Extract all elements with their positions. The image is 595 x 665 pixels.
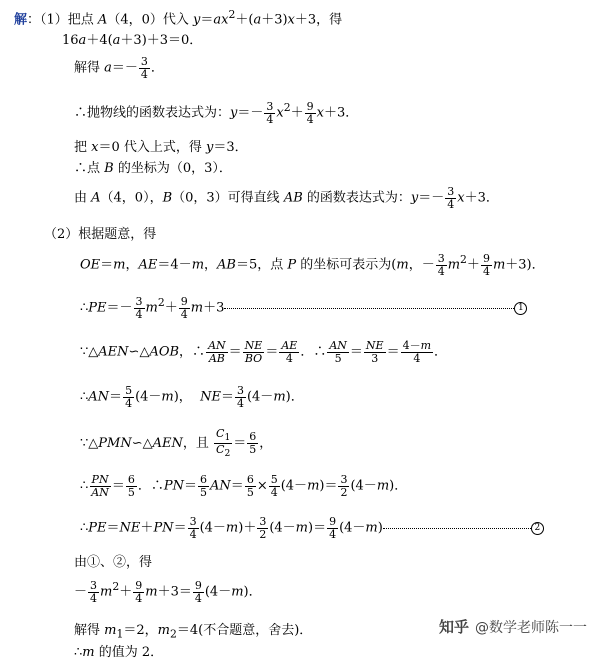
line-11: ∵△AEN∽△AOB，∴ $\frac{AN}{AB}$ ＝ $\frac{NE}{BO}$ ＝ $\frac{AE}{4}$ ．∴ $\frac{AN}{5}$ ＝ $\frac{NE}{3}$ ＝ $\frac{4-m}{4}$ ． bbox=[80, 339, 448, 365]
line-13: ∵△PMN∽△AEN，且 $\frac{C_1}{C_2}$ ＝ $\frac{6}{5}$ ， bbox=[80, 427, 273, 459]
line-1: 解：（1）把点 A（4，0）代入 $y=ax^2+(a+3)x+3$，得 bbox=[14, 8, 343, 28]
line-15: ∴PE＝NE＋PN＝ $\frac{3}{4}$ (4－m)＋ $\frac{3}{2}$ (4－m)＝ $\frac{9}{4}$ (4－m) 2 bbox=[80, 516, 544, 540]
line-8: （2）根据题意，得 bbox=[44, 227, 157, 242]
line-9: OE＝m，AE＝4－m，AB＝5，点 P 的坐标可表示为(m，－ $\frac{3}{4}$ $m^2+$ $\frac{9}{4}$ m＋3)． bbox=[80, 252, 545, 278]
line-14: ∴ $\frac{PN}{AN}$ ＝ $\frac{6}{5}$ ．∴PN＝ $\frac{6}{5}$ AN＝ $\frac{6}{5}$ × $\frac{5}{4}$ (4－m)＝ $\frac{3}{2}$ (4－m)． bbox=[80, 473, 408, 499]
line-16: 由①、②，得 bbox=[74, 555, 153, 570]
line-17: － $\frac{3}{4}$ $m^2+$ $\frac{9}{4}$ m＋3＝ $\frac{9}{4}$ (4－m)． bbox=[74, 579, 262, 605]
line-12: ∴AN＝ $\frac{5}{4}$ (4－m)， NE＝ $\frac{3}{4}$ (4－m)． bbox=[80, 384, 304, 410]
line-3: 解得 a＝－ $\frac{3}{4}$ ． bbox=[74, 55, 164, 81]
line-5: 把 x＝0 代入上式，得 y＝3． bbox=[74, 140, 248, 155]
line-4: ∴抛物线的函数表达式为：y＝－ $\frac{3}{4}$ $x^2+$ $\frac{9}{4}$ x＋3． bbox=[74, 100, 359, 126]
line-6: ∴点 B 的坐标为（0，3）． bbox=[74, 161, 232, 176]
line-2: 16a＋4(a＋3)＋3＝0． bbox=[62, 33, 203, 48]
line-10: ∴PE＝－ $\frac{3}{4}$ $m^2+$ $\frac{9}{4}$ m＋3 1 bbox=[80, 296, 527, 320]
line-19: ∴m 的值为 2． bbox=[74, 645, 164, 660]
line-18: 解得 $m_1=2$，$m_2=4$(不合题意，舍去)． bbox=[74, 623, 313, 641]
watermark bbox=[439, 616, 587, 637]
watermark-author: @数学老师陈一一 bbox=[475, 619, 587, 636]
solution-label: 解 bbox=[14, 12, 28, 28]
line-7: 由 A（4，0），B（0，3）可得直线 AB 的函数表达式为：y＝－ $\frac{3}{4}$ x＋3． bbox=[74, 185, 499, 211]
zhihu-logo: 知乎 bbox=[438, 618, 469, 636]
